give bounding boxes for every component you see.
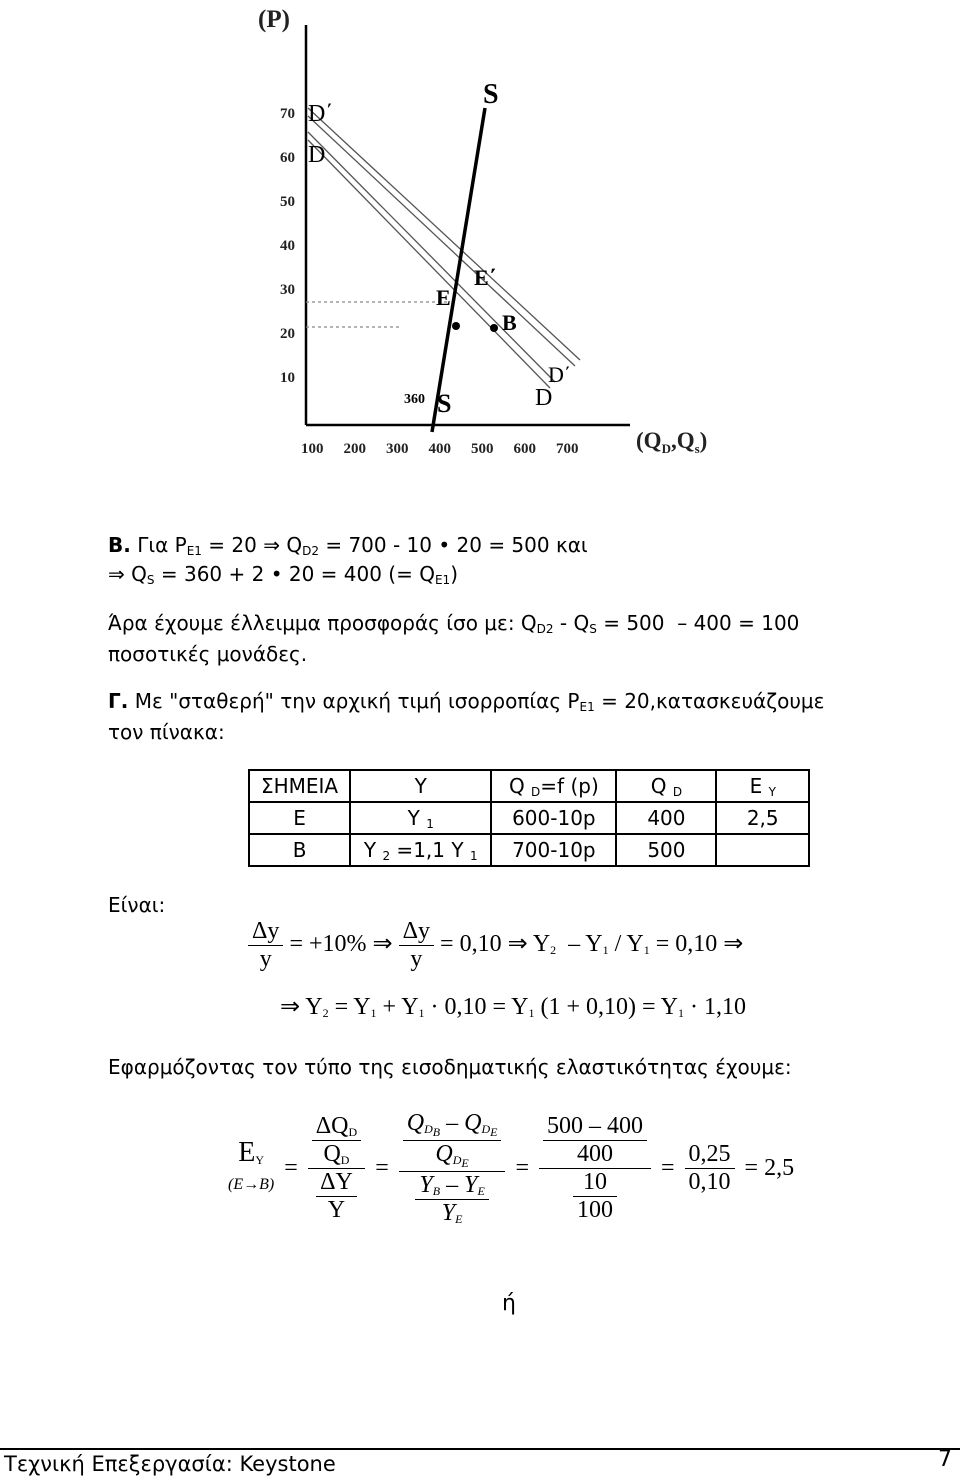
y-tick-label: 40	[280, 238, 295, 254]
label-D2-top: D΄	[308, 101, 334, 127]
table-header-row	[249, 770, 809, 802]
y-tick-label: 30	[280, 282, 295, 298]
footer-rule	[0, 1448, 960, 1450]
ey-label: $E_Y$	[238, 1136, 264, 1168]
table-cell: Υ $_2$ =1,1 Υ $_1$	[350, 834, 491, 866]
section-b-line-1	[108, 533, 588, 563]
label-S-top: S	[483, 79, 499, 110]
x-axis-label: $(Q_D,Q_s)$	[636, 428, 708, 456]
y-tick-label: 60	[280, 150, 295, 166]
x-tick-label: 500	[471, 441, 494, 457]
e-to-b: (E→B)	[228, 1175, 275, 1193]
fraction-4: $\frac{0,25}{0,10}$	[685, 1141, 735, 1196]
x-tick-label: 300	[386, 441, 409, 457]
y-tick-label: 10	[280, 370, 295, 386]
fraction-1: $\frac{\frac{\Delta Q_D}{Q_D}}{\frac{\Delta Y}{Y}}$	[308, 1113, 365, 1224]
section-c-label: Γ.	[108, 689, 129, 713]
label-E-prime: E΄	[474, 265, 496, 290]
label-B: B	[502, 310, 517, 335]
table-cell: Β	[249, 834, 350, 866]
section-b-line-3: Άρα έχουμε έλλειμμα προσφοράς ίσο με: $Q_{D2} - Q_S = 500 - 400 = 100$	[108, 611, 800, 636]
section-b-label: Β.	[108, 533, 131, 557]
point-B	[490, 324, 498, 332]
eq2-text: $Y_2 = Y_1 + Y_1 \cdot 0,10 = Y_1$ $(1 + 0,10) = Y_1 \cdot 1,10$	[305, 994, 746, 1020]
equation-1	[248, 918, 743, 973]
page-number: 7	[938, 1447, 952, 1472]
section-b-text-1: Για $P_{E1} = 20$ ⇒ $Q_{D2} = 700 - 10$ • 20 = 500 και	[137, 533, 588, 558]
annotation-360: 360	[404, 392, 425, 407]
table-cell: 500	[616, 834, 716, 866]
table-cell: E $_Y$	[716, 770, 809, 802]
table-cell: Q $_D$=f (p)	[491, 770, 616, 802]
fraction-2: $\frac{\frac{Q_{D_B} - Q_{D_E}}{Q_{D_E}}}{\frac{Y_B - Y_E}{Y_E}}$	[399, 1110, 506, 1227]
fraction-3: $\frac{\frac{500 - 400}{400}}{\frac{10}{100}}$	[539, 1113, 651, 1224]
x-tick-label: 700	[556, 441, 579, 457]
eq1-eq010: = 0,10	[440, 931, 502, 958]
table-row	[249, 802, 809, 834]
eq1-frac2-den: y	[410, 946, 423, 972]
eq1-frac1-den: y	[259, 946, 272, 972]
section-b-line-2: ⇒ $Q_S = 360 + 2$ • 20 = 400 (= $Q_{E1}$)	[108, 562, 458, 587]
table-cell: ΣΗΜΕΙΑ	[249, 770, 350, 802]
y-axis-label: (P)	[258, 6, 290, 33]
implies-arrow-3: ⇒	[723, 929, 744, 958]
table-cell: Q $_D$	[616, 770, 716, 802]
table-cell: Ε	[249, 802, 350, 834]
eq1-pct: = +10%	[289, 931, 367, 958]
table-cell: 600-10p	[491, 802, 616, 834]
label-D1-top: D	[308, 142, 326, 168]
elasticity-result: = 2,5	[744, 1155, 795, 1181]
section-c-text-1: Με "σταθερή" την αρχική τιμή ισορροπίας $P_{E1} = 20,\kappa\alpha\tau\alpha\sigma\kappa\varepsilon\upsilon ά\zeta o\upsilon\mu\varepsilon$	[134, 689, 825, 714]
einai-label: Είναι:	[108, 893, 166, 917]
section-c-line-2: τον πίνακα:	[108, 720, 225, 744]
equation-2	[280, 992, 746, 1021]
point-E	[452, 322, 460, 330]
section-b-line-4: ποσοτικές μονάδες.	[108, 642, 308, 666]
label-E: E	[436, 285, 451, 310]
eq1-frac1-num: Δy	[248, 918, 283, 946]
label-D1-bottom: D	[535, 385, 553, 411]
implies-arrow-4: ⇒	[280, 992, 301, 1020]
table-cell: 400	[616, 802, 716, 834]
table-cell: Υ $_1$	[350, 802, 491, 834]
or-text: ή	[502, 1291, 516, 1316]
demand-curve-D	[308, 132, 555, 388]
table-cell: 2,5	[716, 802, 809, 834]
x-tick-label: 100	[301, 441, 324, 457]
section-c-line-1	[108, 689, 824, 719]
label-S-bottom: S	[437, 389, 452, 418]
y-tick-label: 20	[280, 326, 295, 342]
y-tick-label: 50	[280, 194, 295, 210]
applying-text: Εφαρμόζοντας τον τύπο της εισοδηματικής ελαστικότητας έχουμε:	[108, 1055, 792, 1079]
eq1-frac2-num: Δy	[399, 918, 434, 946]
supply-demand-figure	[0, 0, 960, 500]
x-tick-label: 600	[513, 441, 536, 457]
footer-text: Τεχνική Επεξεργασία: Keystone	[4, 1452, 336, 1476]
eq1-rhs: $Y_2 - Y_1 / Y_1 = 0,10$	[532, 931, 718, 958]
implies-arrow-2: ⇒	[507, 929, 528, 958]
implies-arrow-1: ⇒	[372, 929, 393, 958]
table-row	[249, 834, 809, 866]
x-tick-label: 400	[428, 441, 451, 457]
label-D2-bottom: D΄	[548, 362, 572, 387]
table-cell: Υ	[350, 770, 491, 802]
data-table	[248, 769, 810, 867]
table-cell: 700-10p	[491, 834, 616, 866]
elasticity-formula: $E_Y$ (E→B) = $\frac{\frac{\Delta Q_D}{Q_D}}{\frac{\Delta Y}{Y}}$ = $\frac{\frac{Q_{D_B} - Q_{D_E}}{Q_{D_E}}}{\frac{Y_B - Y_E}{Y_E}}$ = $\frac{\frac{500 - 400}{400}}{\frac{10}{100}}$ = $\frac{0,25}{0,10}$ = 2,5	[228, 1110, 795, 1226]
table-cell	[716, 834, 809, 866]
x-tick-label: 200	[343, 441, 366, 457]
y-tick-label: 70	[280, 106, 295, 122]
